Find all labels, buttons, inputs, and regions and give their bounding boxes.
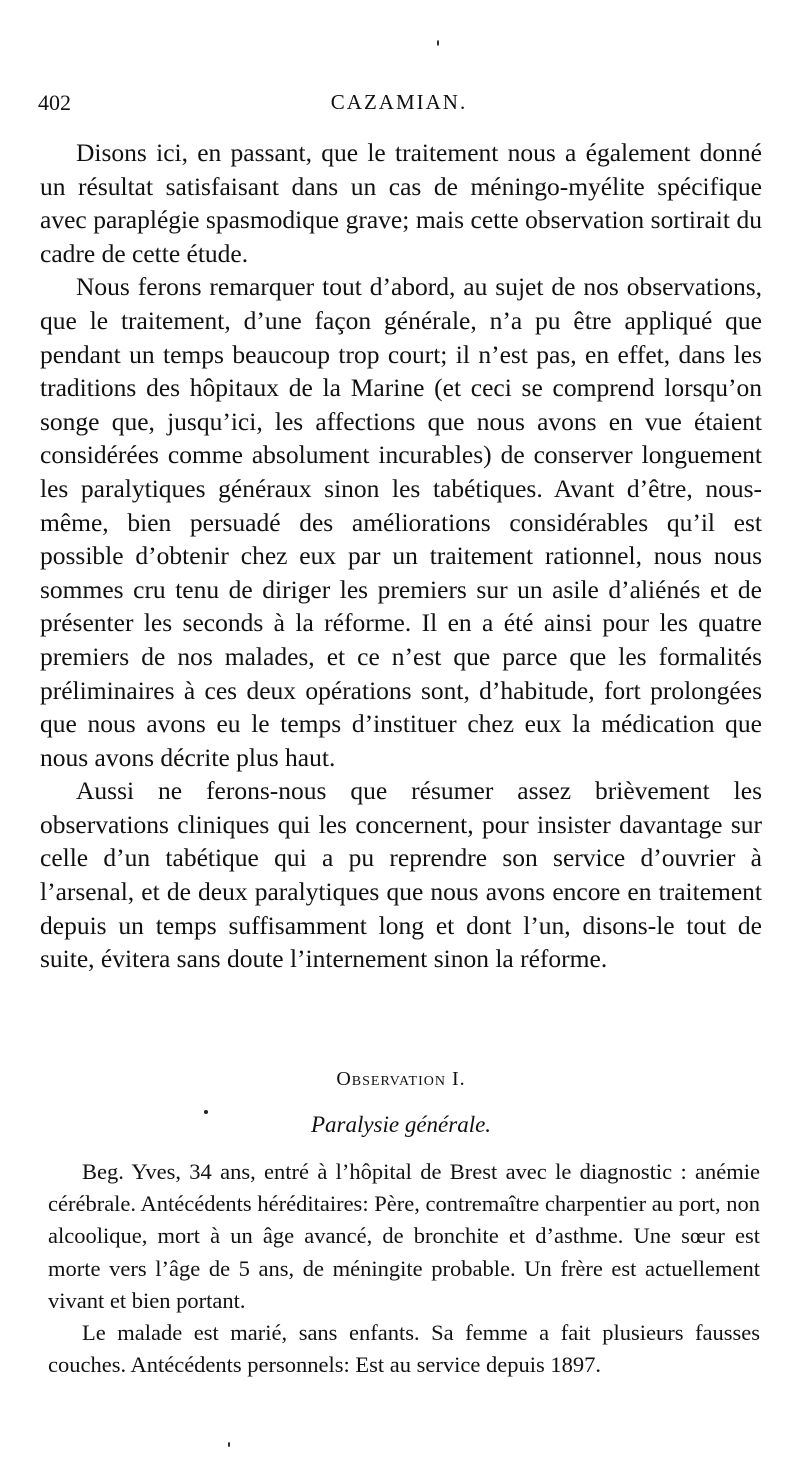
observation-subtitle: Paralysie générale. [310,1112,492,1137]
body-text [40,136,762,976]
observation-title: Observation I. [336,1068,466,1090]
observation-text [48,1156,760,1381]
page-number: 402 [38,90,71,115]
running-head: CAZAMIAN. [330,90,468,114]
page-header [38,90,760,124]
print-speck [228,1442,230,1447]
body-paragraph: Nous ferons remarquer tout d’abord, au sujet de nos observations, que le traitement, d’une façon générale, n’a pu être appliqué que pendant un temps beaucoup trop court; il n’est pas, en effet, dans les traditions des hôpitaux de la Marine (et ceci se comprend lorsqu’on songe que, jusqu’ici, les affections que nous avons en vue étaient considérées comme absolument incurables) de conserver longuement les paralytiques généraux sinon les tabétiques. Avant d’être, nous-même, bien persuadé des améliorations considérables qu’il est possible d’obtenir chez eux par un traitement rationnel, nous nous sommes cru tenu de diriger les premiers sur un asile d’aliénés et de présenter les seconds à la réforme. Il en a été ainsi pour les quatre premiers de nos malades, et ce n’est que parce que les formalités préliminaires à ces deux opérations sont, d’habitude, fort prolongées que nous avons eu le temps d’instituer chez eux la médication que nous avons décrite plus haut. [40,272,762,772]
observation-paragraph: Beg. Yves, 34 ans, entré à l’hôpital de Brest avec le diagnostic : anémie cérébrale. Antécédents héréditaires: Père, contremaître charpentier au port, non alcoolique, mort à un âge avancé, de bronchite et d’asthme. Une sœur est morte vers l’âge de 5 ans, de méningite probable. Un frère est actuellement vivant et bien portant. [48,1159,760,1313]
body-paragraph: Disons ici, en passant, que le traitement nous a également donné un résultat satisfaisant dans un cas de méningo-myélite spécifique avec paraplégie spasmodique grave; mais cette observation sortirait du cadre de cette étude. [40,138,762,268]
print-speck [437,40,439,46]
observation-paragraph: Le malade est marié, sans enfants. Sa femme a fait plusieurs fausses couches. Antécédents personnels: Est au service depuis 1897. [48,1320,760,1378]
body-paragraph: Aussi ne ferons-nous que résumer assez brièvement les observations cliniques qui les concernent, pour insister davantage sur celle d’un tabétique qui a pu reprendre son service d’ouvrier à l’arsenal, et de deux paralytiques que nous avons encore en traitement depuis un temps suffisamment long et dont l’un, disons-le tout de suite, évitera sans doute l’internement sinon la réforme. [40,776,762,974]
